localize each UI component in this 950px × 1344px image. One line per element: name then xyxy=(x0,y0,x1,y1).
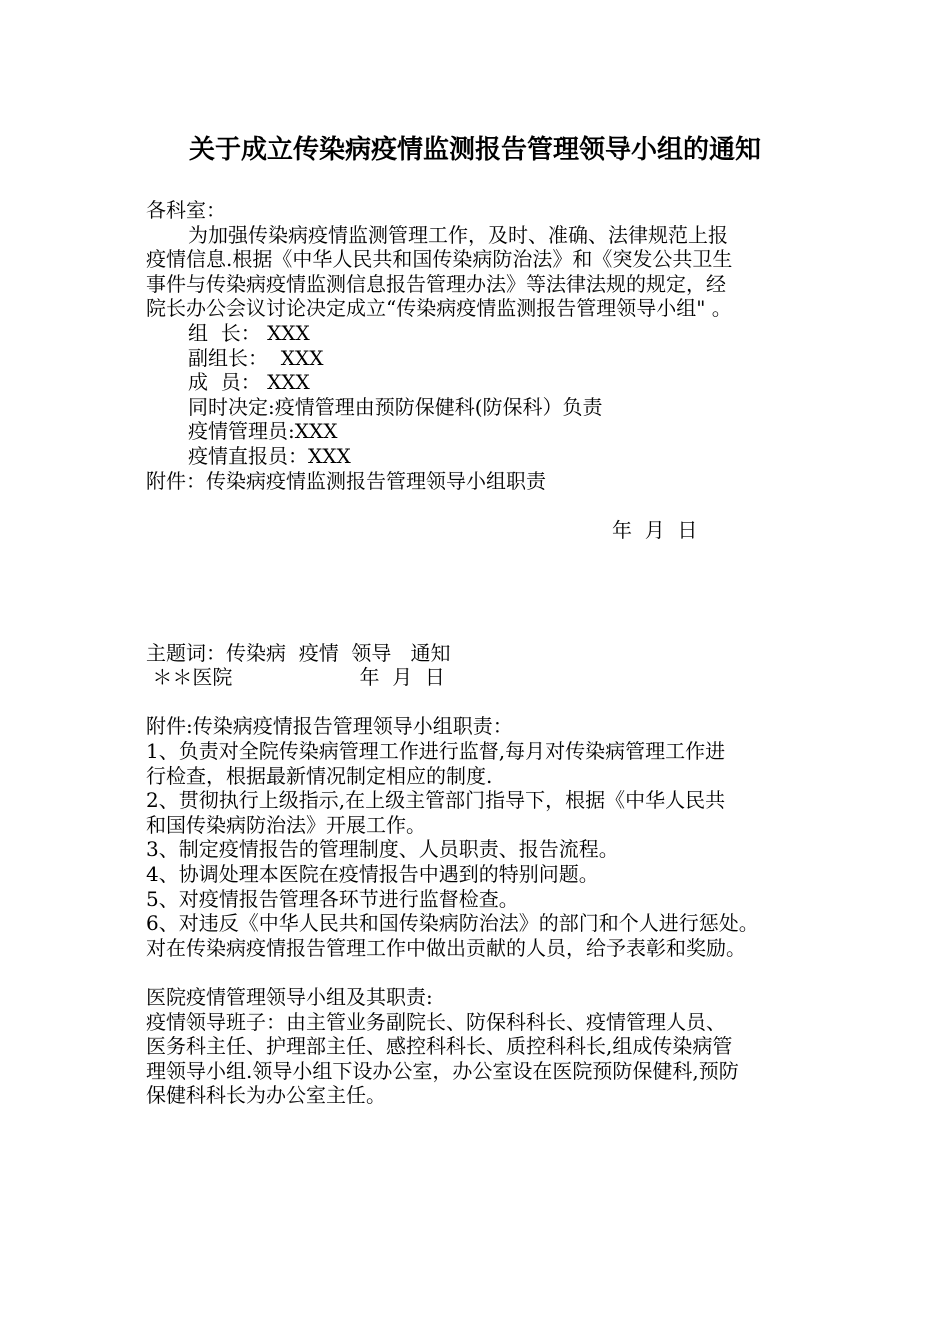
duty-line: 3、制定疫情报告的管理制度、人员职责、报告流程。 xyxy=(146,837,619,862)
intro-line: 为加强传染病疫情监测管理工作，及时、准确、法律规范上报 xyxy=(188,222,728,247)
member-line-deputy: 副组长： XXX xyxy=(188,345,324,370)
spacer xyxy=(146,493,846,518)
duty-line: 2、贯彻执行上级指示,在上级主管部门指导下，根据《中华人民共 xyxy=(146,788,726,813)
document-title: 关于成立传染病疫情监测报告管理领导小组的通知 xyxy=(188,135,761,165)
duties-heading: 附件:传染病疫情报告管理领导小组职责： xyxy=(146,714,513,739)
spacer xyxy=(146,592,846,617)
team-line: 疫情领导班子：由主管业务副院长、防保科科长、疫情管理人员、 xyxy=(146,1009,726,1034)
intro-line: 疫情信息.根据《中华人民共和国传染病防治法》和《突发公共卫生 xyxy=(146,247,733,272)
member-line-reporter: 疫情直报员：XXX xyxy=(188,443,351,468)
notice-date: 年 月 日 xyxy=(612,517,698,542)
spacer xyxy=(146,960,846,985)
team-line: 医务科主任、护理部主任、感控科科长、质控科科长,组成传染病管 xyxy=(146,1034,733,1059)
spacer xyxy=(146,690,846,715)
spacer xyxy=(146,567,846,592)
spacer xyxy=(146,616,846,641)
attachment-note: 附件：传染病疫情监测报告管理领导小组职责 xyxy=(146,468,546,493)
duty-line: 和国传染病防治法》开展工作。 xyxy=(146,812,426,837)
document-body xyxy=(146,198,846,1108)
spacer xyxy=(146,542,846,567)
keywords-line: 主题词：传染病 疫情 领导 通知 xyxy=(146,640,451,665)
member-line-members: 成 员： XXX xyxy=(188,370,310,395)
member-line-leader: 组 长： XXX xyxy=(188,320,310,345)
member-line-decision: 同时决定:疫情管理由预防保健科(防保科）负责 xyxy=(188,394,603,419)
intro-line: 院长办公会议讨论决定成立“传染病疫情监测报告管理领导小组" 。 xyxy=(146,296,732,321)
intro-line: 事件与传染病疫情监测信息报告管理办法》等法律法规的规定，经 xyxy=(146,271,726,296)
salutation: 各科室： xyxy=(146,198,226,222)
team-heading: 医院疫情管理领导小组及其职责: xyxy=(146,985,433,1009)
duty-line: 5、对疫情报告管理各环节进行监督检查。 xyxy=(146,886,519,911)
team-line: 理领导小组.领导小组下设办公室，办公室设在医院预防保健科,预防 xyxy=(146,1058,739,1083)
team-line: 保健科科长为办公室主任。 xyxy=(146,1083,386,1108)
hospital-date-line: ＊＊医院 年 月 日 xyxy=(146,665,445,690)
duty-line: 1、负责对全院传染病管理工作进行监督,每月对传染病管理工作进 xyxy=(146,739,726,764)
duty-line: 行检查，根据最新情况制定相应的制度. xyxy=(146,763,493,788)
duty-line: 6、对违反《中华人民共和国传染病防治法》的部门和个人进行惩处。 xyxy=(146,911,759,936)
duty-line: 4、协调处理本医院在疫情报告中遇到的特别问题。 xyxy=(146,862,599,887)
duty-line: 对在传染病疫情报告管理工作中做出贡献的人员，给予表彰和奖励。 xyxy=(146,935,746,960)
member-line-manager: 疫情管理员:XXX xyxy=(188,419,338,444)
